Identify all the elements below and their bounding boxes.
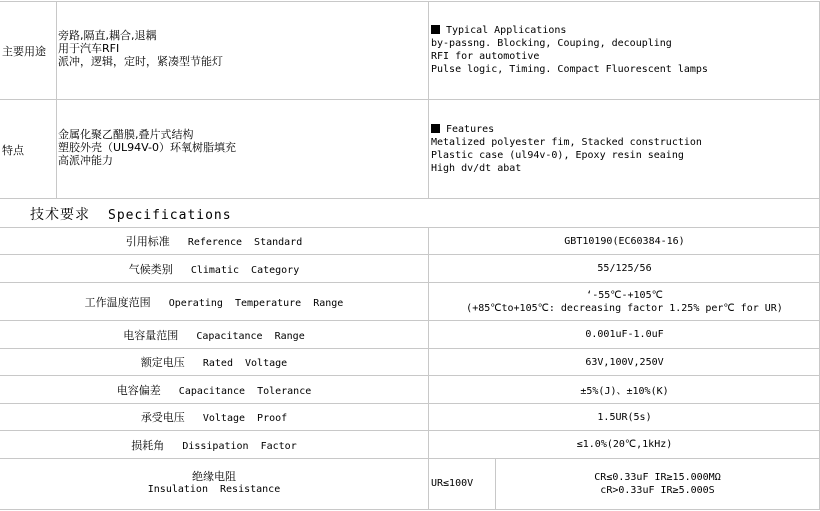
spec-row-capacitance-range <box>0 321 820 348</box>
applications-zh-text <box>58 29 223 68</box>
applications-en-line-2: RFI for automotive <box>431 51 540 62</box>
spec-label: 气候类别 Climatic Category <box>128 262 300 276</box>
spec-value <box>429 289 820 315</box>
applications-zh-line-1: 旁路,隔直,耦合,退耦 <box>58 29 157 42</box>
features-en-title: Features <box>446 124 495 135</box>
square-bullet-icon <box>431 25 440 34</box>
specifications-title-zh: 技术要求 <box>30 207 90 223</box>
applications-zh-line-3: 派冲，逻辑，定时，紧凑型节能灯 <box>58 55 223 68</box>
spec-label: 工作温度范围 Operating Temperature Range <box>84 295 344 309</box>
insulation-label <box>0 470 428 496</box>
row-divider-features <box>0 99 820 100</box>
features-en-line-3: High dv/dt abat <box>431 163 522 174</box>
spec-value: 55/125/56 <box>597 263 652 274</box>
row-label-features: 特点 <box>2 144 24 157</box>
col-divider-label <box>56 1 57 199</box>
spec-row-climatic-category <box>0 255 820 282</box>
spec-row-capacitance-tolerance <box>0 376 820 403</box>
row-label-applications: 主要用途 <box>2 45 46 58</box>
row-divider-specs-title <box>0 198 820 199</box>
spec-value: GBT10190(EC60384-16) <box>564 235 685 247</box>
spec-value: 0.001uF-1.0uF <box>585 329 664 340</box>
features-zh-line-2: 塑胶外壳（UL94V-0）环氧树脂填充 <box>58 141 237 154</box>
spec-row-operating-temperature <box>0 283 820 320</box>
applications-en-line-1: by-passng. Blocking, Couping, decoupling <box>431 38 672 49</box>
spec-label: 电容偏差 Capacitance Tolerance <box>116 383 312 397</box>
insulation-label-zh: 绝缘电阻 <box>192 470 236 483</box>
col-divider-middle-top <box>428 1 429 199</box>
features-en-line-1: Metalized polyester fim, Stacked construction <box>431 137 702 148</box>
applications-en-line-3: Pulse logic, Timing. Compact Fluorescent lamps <box>431 64 708 75</box>
insulation-condition: UR≤100V <box>431 478 474 489</box>
spec-label: 额定电压 Rated Voltage <box>140 356 288 369</box>
spec-label: 引用标准 Reference Standard <box>125 235 303 248</box>
spec-label: 承受电压 Voltage Proof <box>140 411 288 424</box>
square-bullet-icon <box>431 124 440 133</box>
applications-en-heading <box>431 24 708 37</box>
spec-label: 损耗角 Dissipation Factor <box>131 438 297 452</box>
spec-value: ±5%(J)、±10%(K) <box>580 386 669 397</box>
spec-row-reference-standard <box>0 228 820 254</box>
spec-label: 电容量范围 Capacitance Range <box>123 328 305 342</box>
features-zh-line-1: 金属化聚乙醋膜,叠片式结构 <box>58 128 194 141</box>
table-border-bottom <box>0 509 820 510</box>
features-en-line-2: Plastic case (ul94v-0), Epoxy resin seaing <box>431 150 684 161</box>
insulation-label-en: Insulation Resistance <box>147 484 281 495</box>
applications-en-text <box>431 24 708 76</box>
spec-value-line-1: ‘-55℃-+105℃ <box>586 289 663 301</box>
features-en-text <box>431 123 702 175</box>
insulation-values <box>496 471 819 497</box>
applications-zh-line-2: 用于汽车RFI <box>58 42 120 55</box>
specifications-title-en: Specifications <box>108 208 232 223</box>
spec-value: 63V,100V,250V <box>585 356 664 368</box>
spec-row-voltage-proof <box>0 404 820 430</box>
spec-value-line-2: (+85℃to+105℃: decreasing factor 1.25% per℃ for UR) <box>466 302 783 314</box>
features-zh-text <box>58 128 236 167</box>
spec-value: ≤1.0%(20℃,1kHz) <box>576 439 673 450</box>
spec-row-rated-voltage <box>0 349 820 375</box>
spec-value: 1.5UR(5s) <box>597 411 652 423</box>
spec-row-dissipation-factor <box>0 431 820 458</box>
insulation-value-line-2: cR>0.33uF IR≥5.000S <box>600 485 715 496</box>
specifications-title <box>30 204 232 224</box>
row-divider-insulation <box>0 458 820 459</box>
features-zh-line-3: 高派冲能力 <box>58 154 113 167</box>
table-border-top <box>0 1 820 2</box>
applications-en-title: Typical Applications <box>446 25 567 36</box>
features-en-heading <box>431 123 702 136</box>
insulation-value-line-1: CR≤0.33uF IR≥15.000MΩ <box>594 472 721 483</box>
